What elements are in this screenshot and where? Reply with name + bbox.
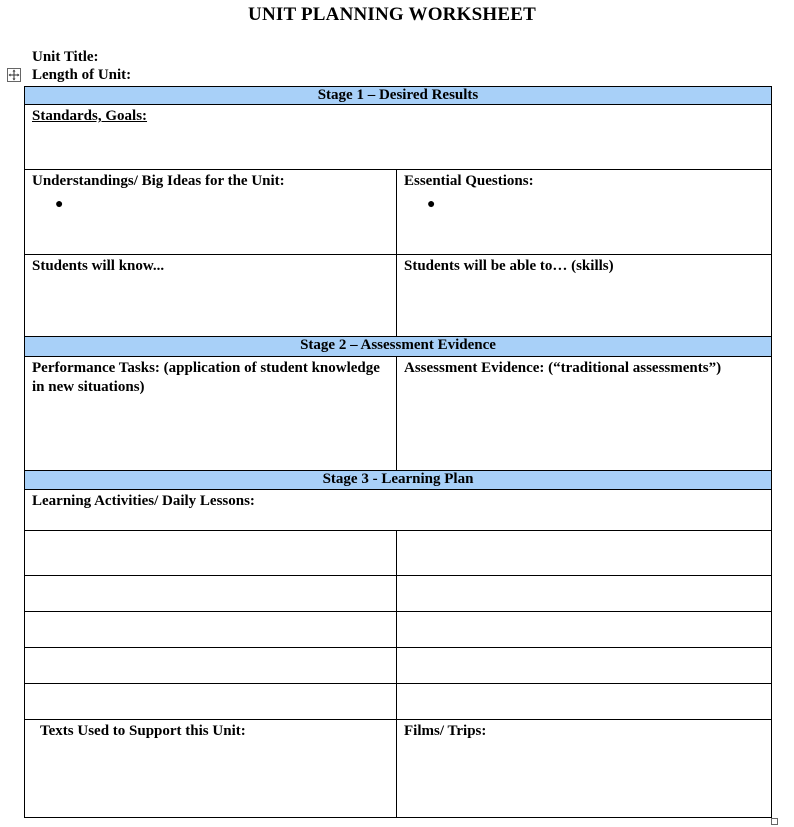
performance-tasks-cell[interactable] bbox=[25, 357, 397, 470]
activities-cell[interactable] bbox=[25, 490, 771, 530]
lesson-cell[interactable] bbox=[25, 684, 397, 719]
essential-questions-label: Essential Questions: bbox=[404, 173, 534, 189]
lesson-cell[interactable] bbox=[25, 648, 397, 683]
understandings-label: Understandings/ Big Ideas for the Unit: bbox=[32, 173, 285, 189]
lesson-cell[interactable] bbox=[397, 648, 771, 683]
performance-tasks-label: Performance Tasks: (application of student knowledge in new situations) bbox=[32, 360, 380, 395]
stage1-header bbox=[24, 86, 772, 105]
essential-questions-cell[interactable] bbox=[397, 170, 771, 254]
essential-questions-bullet: ● bbox=[427, 197, 436, 212]
stage3-header-text: Stage 3 - Learning Plan bbox=[322, 471, 474, 487]
lesson-cell[interactable] bbox=[25, 576, 397, 611]
stage1-header-text: Stage 1 – Desired Results bbox=[317, 87, 479, 103]
lesson-cell[interactable] bbox=[25, 612, 397, 647]
table-row bbox=[24, 684, 772, 720]
table-row bbox=[24, 576, 772, 612]
planning-table bbox=[24, 86, 772, 818]
unit-title-label: Unit Title: bbox=[32, 49, 99, 65]
understandings-row bbox=[24, 170, 772, 255]
films-trips-cell[interactable] bbox=[397, 720, 771, 817]
table-row bbox=[24, 612, 772, 648]
stage2-header bbox=[24, 337, 772, 357]
table-row bbox=[24, 531, 772, 576]
students-able-label: Students will be able to… (skills) bbox=[404, 258, 614, 274]
lesson-cell[interactable] bbox=[397, 531, 771, 575]
stage2-header-text: Stage 2 – Assessment Evidence bbox=[300, 337, 496, 353]
standards-row[interactable] bbox=[24, 105, 772, 170]
students-able-cell[interactable] bbox=[397, 255, 771, 336]
lesson-cell[interactable] bbox=[397, 684, 771, 719]
assessment-evidence-label: Assessment Evidence: (“traditional assessments”) bbox=[404, 360, 722, 376]
assessment-evidence-cell[interactable] bbox=[397, 357, 771, 470]
table-row bbox=[24, 648, 772, 684]
length-of-unit-label: Length of Unit: bbox=[32, 67, 132, 83]
students-know-label: Students will know... bbox=[32, 258, 165, 274]
resources-row bbox=[24, 720, 772, 818]
standards-label: Standards, Goals: bbox=[32, 108, 148, 124]
texts-label: Texts Used to Support this Unit: bbox=[40, 723, 246, 739]
films-trips-label: Films/ Trips: bbox=[404, 723, 487, 739]
table-resize-handle[interactable] bbox=[771, 818, 778, 825]
standards-cell[interactable] bbox=[25, 105, 771, 169]
lesson-cell[interactable] bbox=[397, 576, 771, 611]
lesson-cell[interactable] bbox=[25, 531, 397, 575]
assessment-row bbox=[24, 357, 772, 471]
texts-cell[interactable] bbox=[25, 720, 397, 817]
activities-label: Learning Activities/ Daily Lessons: bbox=[32, 493, 255, 509]
understandings-cell[interactable] bbox=[25, 170, 397, 254]
understandings-bullet: ● bbox=[55, 197, 64, 212]
activities-row bbox=[24, 490, 772, 531]
lesson-cell[interactable] bbox=[397, 612, 771, 647]
students-row bbox=[24, 255, 772, 337]
table-move-handle-icon[interactable] bbox=[7, 68, 21, 82]
worksheet-title: UNIT PLANNING WORKSHEET bbox=[248, 4, 536, 25]
stage3-header bbox=[24, 471, 772, 490]
students-know-cell[interactable] bbox=[25, 255, 397, 336]
